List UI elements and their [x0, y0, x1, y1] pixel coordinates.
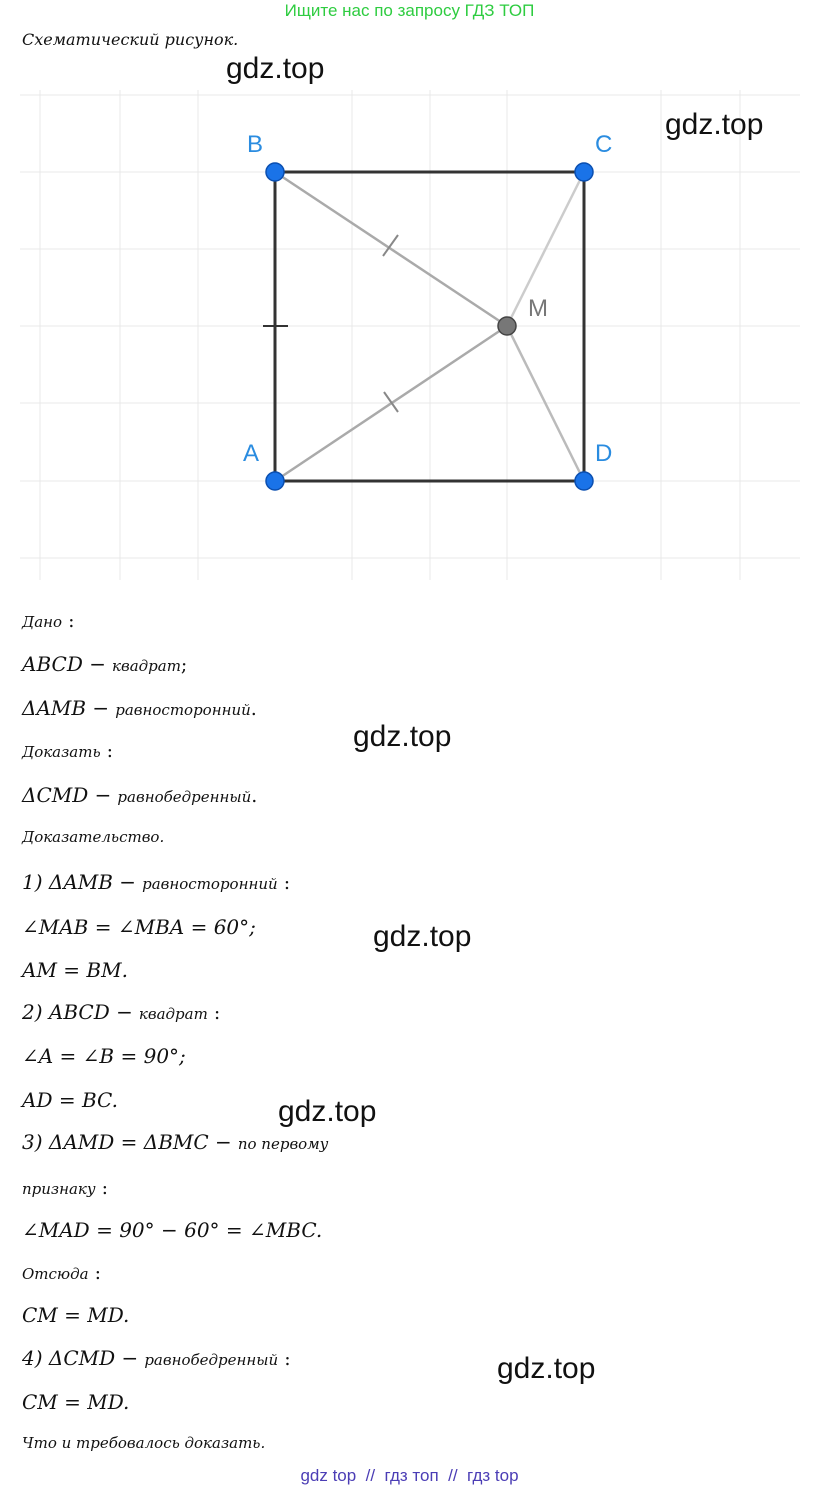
prove-line-1: ΔCMD − равнобедренный.: [22, 783, 258, 807]
hence-label: Отсюда :: [22, 1262, 102, 1284]
watermark: gdz.top: [226, 52, 325, 85]
given-line-1: ABCD − квадрат;: [22, 652, 188, 676]
point-m: [498, 317, 516, 335]
proof-step-1: 1) ΔAMB − равносторонний :: [22, 870, 291, 894]
search-banner[interactable]: Ищите нас по запросу ГДЗ ТОП: [284, 1, 535, 20]
given-heading: Дано :: [22, 610, 75, 632]
watermark: gdz.top: [373, 920, 472, 953]
proof-step-3-angles: ∠MAD = 90° − 60° = ∠MBC.: [22, 1218, 323, 1242]
watermark: gdz.top: [278, 1095, 377, 1128]
qed: Что и требовалось доказать.: [22, 1434, 266, 1452]
point-a: [266, 472, 284, 490]
label-c: C: [595, 131, 613, 158]
proof-step-2-sides: AD = BC.: [22, 1088, 118, 1112]
proof-step-3-result: CM = MD.: [22, 1303, 130, 1327]
label-a: A: [243, 440, 260, 467]
point-c: [575, 163, 593, 181]
label-d: D: [595, 440, 613, 467]
grid: [20, 90, 800, 580]
tick-am: [384, 392, 398, 412]
prove-heading: Доказать :: [22, 740, 114, 762]
watermark: gdz.top: [665, 108, 764, 141]
proof-heading: Доказательство.: [22, 828, 165, 846]
point-d: [575, 472, 593, 490]
point-b: [266, 163, 284, 181]
given-line-2: ΔAMB − равносторонний.: [22, 696, 257, 720]
proof-step-3: 3) ΔAMD = ΔBMC − по первому: [22, 1130, 329, 1154]
proof-step-1-sides: AM = BM.: [22, 958, 128, 982]
proof-step-4: 4) ΔCMD − равнобедренный :: [22, 1346, 291, 1370]
proof-step-2: 2) ABCD − квадрат :: [22, 1000, 221, 1024]
proof-step-4-result: CM = MD.: [22, 1390, 130, 1414]
proof-step-2-angles: ∠A = ∠B = 90°;: [22, 1044, 186, 1068]
figure-caption: Схематический рисунок.: [22, 30, 239, 49]
footer-links[interactable]: gdz top // гдз топ // гдз top: [300, 1466, 519, 1485]
label-b: B: [247, 131, 264, 158]
label-m: M: [528, 295, 548, 322]
watermark: gdz.top: [353, 720, 452, 753]
proof-step-1-angles: ∠MAB = ∠MBA = 60°;: [22, 915, 256, 939]
watermark: gdz.top: [497, 1352, 596, 1385]
proof-step-3-cont: признаку :: [22, 1177, 109, 1199]
